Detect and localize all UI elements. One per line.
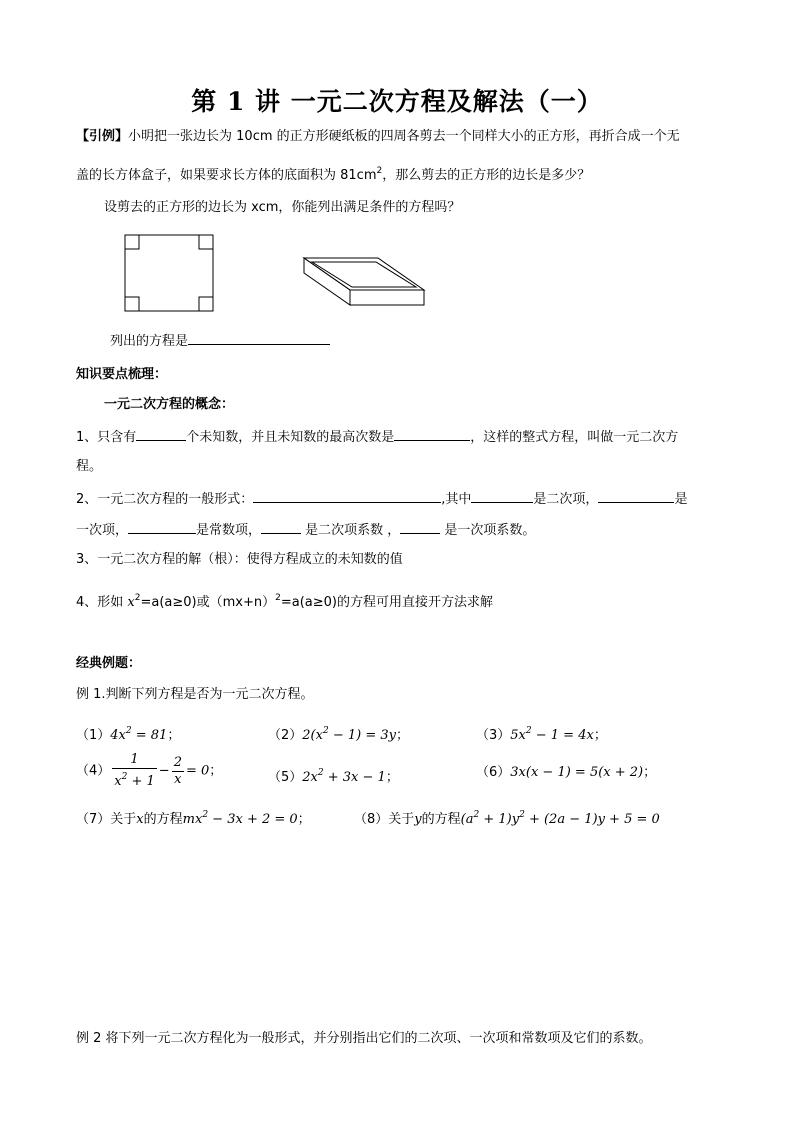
- example-2-title: 例 2 将下列一元二次方程化为一般形式，并分别指出它们的二次项、一次项和常数项及它们的系数。: [76, 1031, 652, 1046]
- question-2-label: （2）: [268, 728, 303, 743]
- item-4: [76, 589, 493, 612]
- item-2-text-h: 是一次项系数。: [440, 523, 536, 538]
- item-1-blank-1[interactable]: [136, 427, 186, 441]
- intro-line-3: 设剪去的正方形的边长为 xcm，你能列出满足条件的方程吗？: [104, 200, 461, 215]
- question-3-equation: $5x^2 - 1 = 4x$: [510, 726, 594, 743]
- question-6-equation: 3x(x − 1) = 5(x + 2): [510, 765, 644, 780]
- question-2-equation: $2(x^2 - 1) = 3y$: [302, 726, 396, 743]
- item-1-line-1: [76, 427, 678, 447]
- item-1-text-b: 个未知数，并且未知数的最高次数是: [186, 430, 395, 445]
- item-2-text-a: 2、一元二次方程的一般形式：: [76, 492, 254, 507]
- item-2-text-b: ,其中: [441, 492, 472, 507]
- item-2-blank-constant[interactable]: [128, 520, 196, 534]
- item-2-text-c: 是二次项，: [533, 492, 599, 507]
- intro-text-2a: 盖的长方体盒子，如果要求长方体的底面积为 81cm: [76, 168, 377, 183]
- item-2-text-g: 是二次项系数 ，: [301, 523, 401, 538]
- question-1: $(1)4x^2 = 81$；: [76, 726, 181, 743]
- item-2-text-d: 是: [674, 492, 688, 507]
- item-4-sup-1: 2: [134, 593, 141, 603]
- question-8-label: （8）关于: [354, 812, 415, 827]
- square-with-corners-figure: [120, 230, 220, 315]
- question-7-variable: x: [136, 812, 144, 827]
- answer-label: 列出的方程是: [110, 334, 189, 349]
- question-7: （7）关于x的方程$mx^2 - 3x + 2 = 0$；: [76, 810, 311, 827]
- question-2: $(2)2(x^2 - 1) = 3y$；: [268, 726, 409, 743]
- item-4-text-a: 4、形如: [76, 595, 128, 610]
- intro-superscript: 2: [376, 166, 383, 176]
- question-6-label: （6）: [476, 765, 511, 780]
- question-1-label: （1）: [76, 728, 111, 743]
- intro-line-1: [76, 128, 680, 146]
- answer-line: [110, 331, 330, 351]
- question-8-text: 的方程: [421, 812, 461, 827]
- intro-tag: 【引例】: [76, 129, 129, 144]
- question-6: （6）3x(x − 1) = 5(x + 2)；: [476, 765, 657, 780]
- answer-blank[interactable]: [188, 331, 330, 345]
- item-1-text-c: ，这样的整式方程，叫做一元二次方: [470, 430, 679, 445]
- question-3: $(3)5x^2 - 1 = 4x$；: [476, 726, 607, 743]
- item-2-blank-linear-coef[interactable]: [400, 520, 440, 534]
- question-4-fraction-2: $\frac{2}{x}$: [173, 754, 182, 787]
- knowledge-subheading: 一元二次方程的概念：: [104, 397, 235, 412]
- item-2-line-1: [76, 489, 687, 509]
- item-2-line-2: [76, 520, 535, 540]
- question-5-expression: $2x^2 + 3x - 1$: [302, 768, 386, 785]
- question-7-text: 的方程: [143, 812, 183, 827]
- question-8-equation: $(a^2 + 1)y^2 + (2a - 1)y + 5 = 0$: [460, 810, 660, 827]
- intro-text-2b: ，那么剪去的正方形的边长是多少？: [382, 168, 591, 183]
- question-8: [354, 806, 660, 829]
- item-4-text-c: =a(a≥0)的方程可用直接开方法求解: [280, 595, 493, 610]
- item-4-text-b: =a(a≥0)或（mx+n）: [140, 595, 276, 610]
- knowledge-heading: 知识要点梳理：: [76, 367, 168, 382]
- question-3-label: （3）: [476, 728, 511, 743]
- question-5: $(5)2x^2 + 3x - 1$；: [268, 768, 399, 785]
- item-2-text-f: 是常数项，: [196, 523, 262, 538]
- question-7-equation: $mx^2 - 3x + 2 = 0$: [182, 810, 298, 827]
- item-1-text-a: 1、只含有: [76, 430, 137, 445]
- item-4-var: x: [127, 595, 135, 610]
- item-3: 3、一元二次方程的解（根）：使得方程成立的未知数的值: [76, 552, 403, 567]
- examples-heading: 经典例题：: [76, 656, 142, 671]
- item-2-blank-quadratic-term[interactable]: [471, 489, 533, 503]
- item-2-text-e: 一次项，: [76, 523, 129, 538]
- question-4-label: （4）: [76, 763, 111, 779]
- question-4-fraction-1: $\frac{1}{x^2 + 1}$: [114, 752, 155, 789]
- item-4-sup-2: 2: [275, 593, 281, 603]
- item-2-blank-general-form[interactable]: [253, 489, 441, 503]
- intro-line-2: [76, 162, 590, 185]
- item-2-blank-linear-term[interactable]: [598, 489, 674, 503]
- question-5-label: （5）: [268, 770, 303, 785]
- item-1-blank-2[interactable]: [394, 427, 470, 441]
- intro-text-1: 小明把一张边长为 10cm 的正方形硬纸板的四周各剪去一个同样大小的正方形，再折合成一个无: [128, 129, 680, 144]
- example-1-title: 例 1.判断下列方程是否为一元二次方程。: [76, 687, 314, 702]
- question-8-variable: y: [414, 812, 422, 827]
- item-1-line-2: 程。: [76, 459, 103, 474]
- question-7-label: （7）关于: [76, 812, 137, 827]
- item-2-blank-quadratic-coef[interactable]: [261, 520, 301, 534]
- open-box-figure: [298, 250, 430, 310]
- page-title: 第 1 讲 一元二次方程及解法（一）: [191, 87, 603, 116]
- question-1-equation: $4x^2 = 81$: [110, 726, 168, 743]
- question-4: （4） $\frac{1}{x^2 + 1}$ − $\frac{2}{x}$ = 0；: [76, 752, 223, 789]
